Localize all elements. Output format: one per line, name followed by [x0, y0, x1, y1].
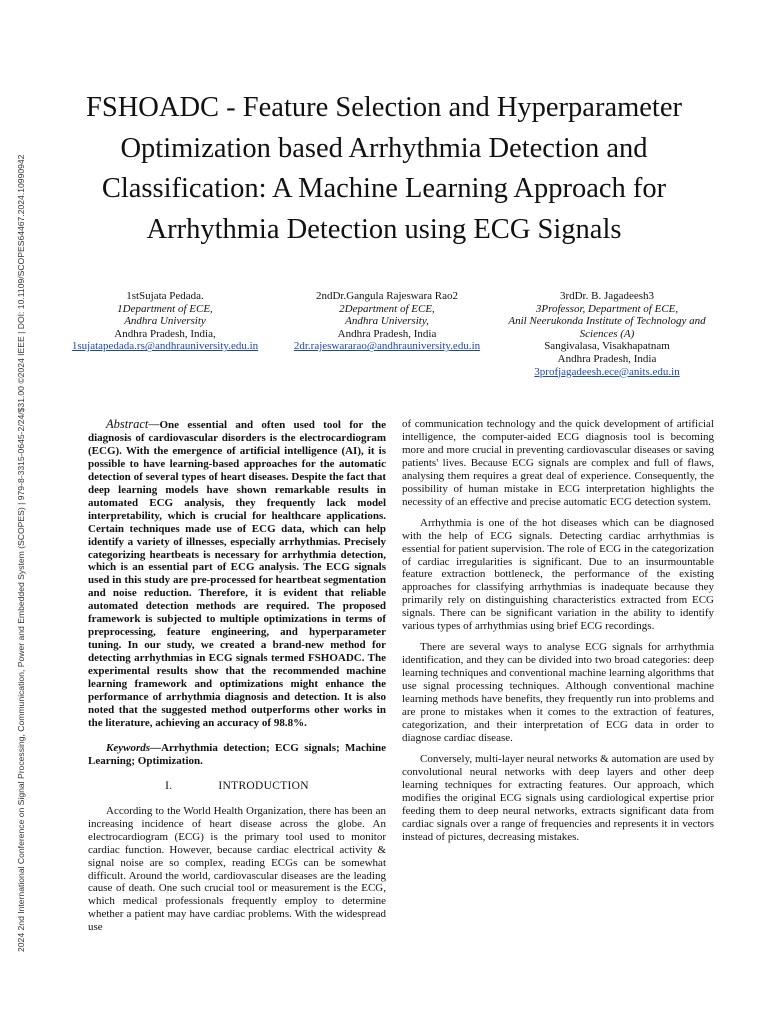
intro-paragraph-4: Conversely, multi-layer neural networks & automation are used by convolutional neural networks with deep layers and other deep learning techniques for extracting features. Our approach, which modifies the original ECG signals using cardiological expertise prior feeding them to deep neural networks, extracts significant data from cardiac signals over a range of frequencies and represents it in vectors instead of pictures, decreasing mistakes. — [402, 752, 714, 843]
author-3-affiliation: 3Professor, Department of ECE, — [535, 302, 679, 315]
intro-paragraph-1-continued: of communication technology and the quick development of artificial intelligence, the computer-aided ECG diagnosis tool is becoming more and more crucial in preventing cardiovascular diseases or saving patients' lives. Because ECG signals are complex and full of flaws, analysing them requires a great deal of experience. Consequently, the possibility of human mistake in ECG interpretation highlights the necessity of an effective and precise automatic ECG detection system. — [402, 418, 714, 508]
section-title: INTRODUCTION — [218, 779, 309, 792]
author-2-university: Andhra University, — [345, 315, 429, 328]
author-3-name: 3rdDr. B. Jagadeesh3 — [559, 290, 655, 302]
section-heading-introduction — [88, 780, 386, 793]
author-1-name: 1stSujata Pedada. — [126, 290, 204, 302]
author-2 — [282, 290, 492, 353]
author-3-institute: Anil Neerukonda Institute of Technology and Sciences (A) — [508, 315, 706, 340]
author-1-affiliation: 1Department of ECE, — [117, 302, 213, 315]
author-3-location: Sangivalasa, Visakhapatnam — [544, 340, 670, 353]
abstract — [88, 418, 386, 730]
conference-side-note — [2, 0, 32, 1024]
author-2-affiliation: 2Department of ECE, — [339, 302, 435, 315]
keywords-label: Keywords— — [106, 741, 161, 754]
right-column — [402, 418, 714, 852]
author-1 — [60, 290, 270, 353]
author-block — [60, 290, 720, 390]
author-3-location-state: Andhra Pradesh, India — [557, 352, 657, 365]
author-2-location: Andhra Pradesh, India — [337, 327, 437, 340]
paper-title: FSHOADC - Feature Selection and Hyperparameter Optimization based Arrhythmia Detection and Classification: A Machine Learning Approach for Arrhythmia Detection using ECG Signals — [86, 92, 682, 245]
abstract-label: Abstract— — [106, 417, 160, 431]
author-3-email-link[interactable]: 3profjagadeesh.ece@anits.edu.in — [534, 365, 680, 378]
author-2-name: 2ndDr.Gangula Rajeswara Rao2 — [315, 290, 459, 302]
author-1-university: Andhra University — [124, 315, 206, 328]
section-number: I. — [165, 779, 173, 792]
keywords-text: Arrhythmia detection; ECG signals; Machine Learning; Optimization. — [88, 741, 386, 767]
abstract-text: One essential and often used tool for the diagnosis of cardiovascular disorders is the electrocardiogram (ECG). With the emergence of artificial intelligence (AI), it is possible to have learning-based approaches for the automatic detection of several types of heart diseases. Despite the fact that deep learning models have shown remarkable results in automated ECG analysis, they frequently lack model interpretability, which is crucial for healthcare applications. Certain techniques made use of ECG data, which can help identify a variety of illnesses, especially arrhythmias. Precisely categorizing heartbeats is necessary for arrhythmia detection, which is an essential part of ECG analysis. The ECG signals used in this study are pre-processed for heartbeat segmentation and noise reduction. Therefore, it is evident that reliable automated detection methods are required. The proposed framework is subjected to multiple optimizations in terms of preprocessing, feature engineering, and hyperparameter tuning. In our study, we created a brand-new method for detecting arrhythmias in ECG signals termed FSHOADC. The experimental results show that the recommended machine learning framework and optimizations might enhance the performance of arrhythmia diagnosis and detection. It is also noted that the suggested method outperforms other works in the literature, achieving an accuracy of 98.8%. — [88, 419, 386, 729]
author-3 — [502, 290, 712, 378]
intro-paragraph-3: There are several ways to analyse ECG signals for arrhythmia identification, and they can be divided into two broad categories: deep learning techniques and conventional machine learning algorithms that use signal processing techniques. Although conventional machine learning methods have benefits, they frequently run into problems and are prone to mistakes when it comes to the extraction of features, categorization, and their interpretation of ECG data in order to diagnose cardiac disease. — [402, 641, 714, 744]
author-1-location: Andhra Pradesh, India, — [114, 327, 216, 340]
intro-paragraph-1: According to the World Health Organization, there has been an increasing incidence of heart disease across the globe. An electrocardiogram (ECG) is the primary tool used to monitor cardiac function. However, because cardiac electrical activity & signal noise are so complex, reading ECGs can be somewhat difficult. Around the world, cardiovascular diseases are the leading cause of death. One such crucial tool or measurement is the ECG, which medical professionals frequently employ to determine whether a patient may have cardiac problems. With the widespread use — [88, 804, 386, 934]
conference-side-note-text: 2024 2nd International Conference on Signal Processing, Communication, Power and Embedded System (SCOPES) | 979-8-3315-0645-2/24/$31.00 ©2024 IEEE | DOI: 10.1109/SCOPES64467.2024.10990942 — [16, 154, 26, 952]
author-2-email-link[interactable]: 2dr.rajeswararao@andhrauniversity.edu.in — [293, 340, 481, 353]
keywords — [88, 742, 386, 768]
left-column — [88, 418, 386, 942]
author-1-email-link[interactable]: 1sujatapedada.rs@andhrauniversity.edu.in — [71, 340, 259, 353]
intro-paragraph-2: Arrhythmia is one of the hot diseases which can be diagnosed with the help of ECG signals. Detecting cardiac arrhythmias is essential for patient supervision. The role of ECG in the categorization of cardiac irregularities is significant. Due to an insurmountable feature extraction bottleneck, the performance of the existing approaches for classifying arrhythmias is inadequate because they primarily rely on distinguishing characteristics extracted from ECG signals. There can be significant variation in the ability to identify various types of arrhythmias using brief ECG recordings. — [402, 516, 714, 633]
